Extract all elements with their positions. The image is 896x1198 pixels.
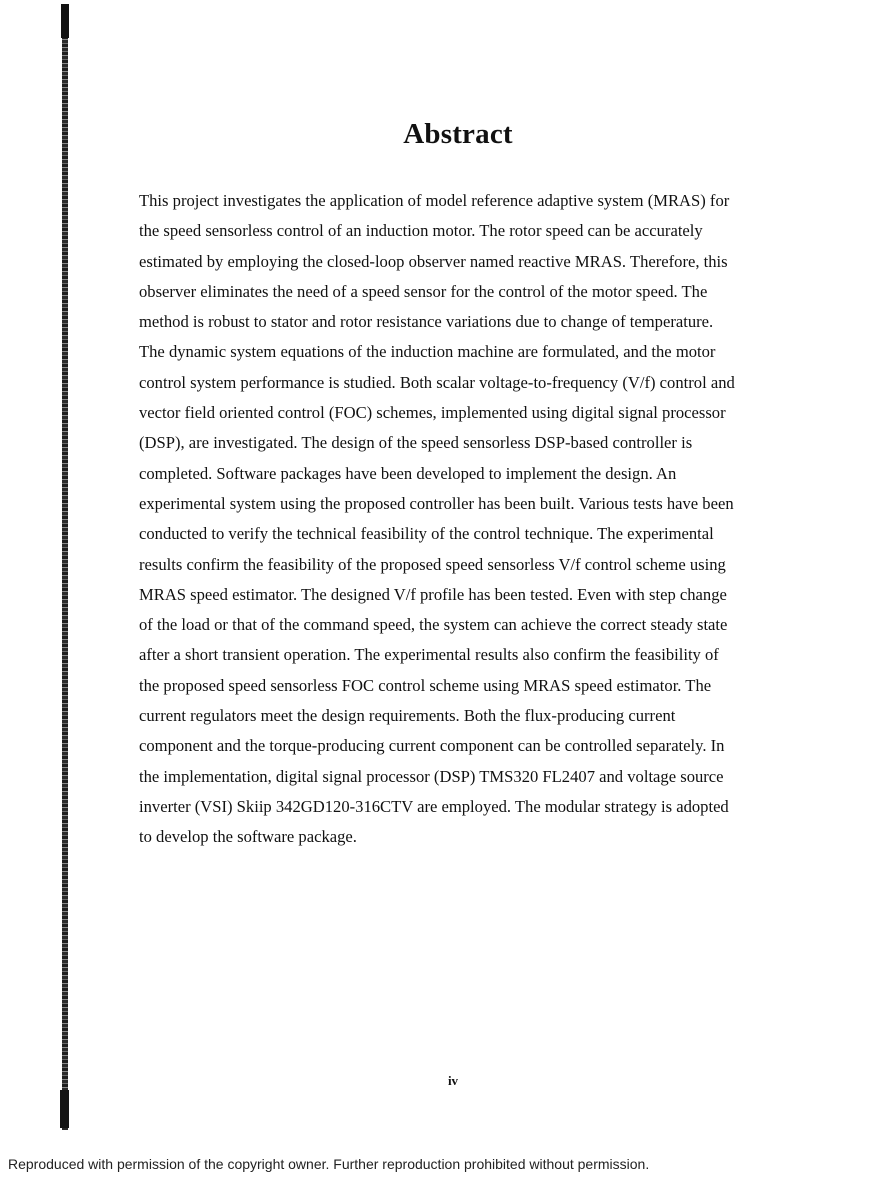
abstract-line: vector field oriented control (FOC) schemes, implemented using digital signal processor: [139, 403, 726, 423]
abstract-line: estimated by employing the closed-loop observer named reactive MRAS. Therefore, this: [139, 251, 728, 271]
abstract-body: [139, 186, 799, 853]
abstract-line: completed. Software packages have been developed to implement the design. An: [139, 463, 677, 483]
scan-binding-edge-top: [61, 4, 69, 38]
abstract-line: (DSP), are investigated. The design of the speed sensorless DSP-based controller is: [139, 433, 693, 453]
copyright-notice: Reproduced with permission of the copyright owner. Further reproduction prohibited without permission.: [8, 1156, 650, 1172]
page-title: Abstract: [403, 118, 513, 150]
abstract-line: the speed sensorless control of an induction motor. The rotor speed can be accurately: [139, 221, 703, 241]
page-number: iv: [447, 1073, 459, 1088]
abstract-line: experimental system using the proposed controller has been built. Various tests have been: [139, 493, 734, 513]
abstract-line: to develop the software package.: [139, 827, 357, 847]
abstract-line: observer eliminates the need of a speed sensor for the control of the motor speed. The: [139, 281, 708, 301]
abstract-line: The dynamic system equations of the induction machine are formulated, and the motor: [139, 342, 716, 362]
scan-binding-edge: [62, 8, 68, 1130]
abstract-line: MRAS speed estimator. The designed V/f profile has been tested. Even with step change: [139, 584, 727, 604]
abstract-line: control system performance is studied. Both scalar voltage-to-frequency (V/f) control and: [139, 372, 735, 392]
abstract-line: the proposed speed sensorless FOC control scheme using MRAS speed estimator. The: [139, 675, 712, 695]
abstract-line: results confirm the feasibility of the proposed speed sensorless V/f control scheme using: [139, 554, 726, 574]
scan-binding-edge-bottom: [60, 1090, 69, 1128]
abstract-line: inverter (VSI) Skiip 342GD120-316CTV are employed. The modular strategy is adopted: [139, 796, 729, 816]
abstract-line: the implementation, digital signal processor (DSP) TMS320 FL2407 and voltage source: [139, 766, 724, 786]
abstract-line: component and the torque-producing current component can be controlled separately. In: [139, 736, 725, 756]
abstract-line: conducted to verify the technical feasibility of the control technique. The experimental: [139, 524, 714, 544]
abstract-line: method is robust to stator and rotor resistance variations due to change of temperature.: [139, 312, 714, 332]
abstract-line: of the load or that of the command speed, the system can achieve the correct steady state: [139, 615, 728, 635]
abstract-line: after a short transient operation. The experimental results also confirm the feasibility of: [139, 645, 719, 665]
abstract-line: This project investigates the application of model reference adaptive system (MRAS) for: [139, 191, 730, 210]
abstract-line: current regulators meet the design requirements. Both the flux-producing current: [139, 706, 676, 726]
